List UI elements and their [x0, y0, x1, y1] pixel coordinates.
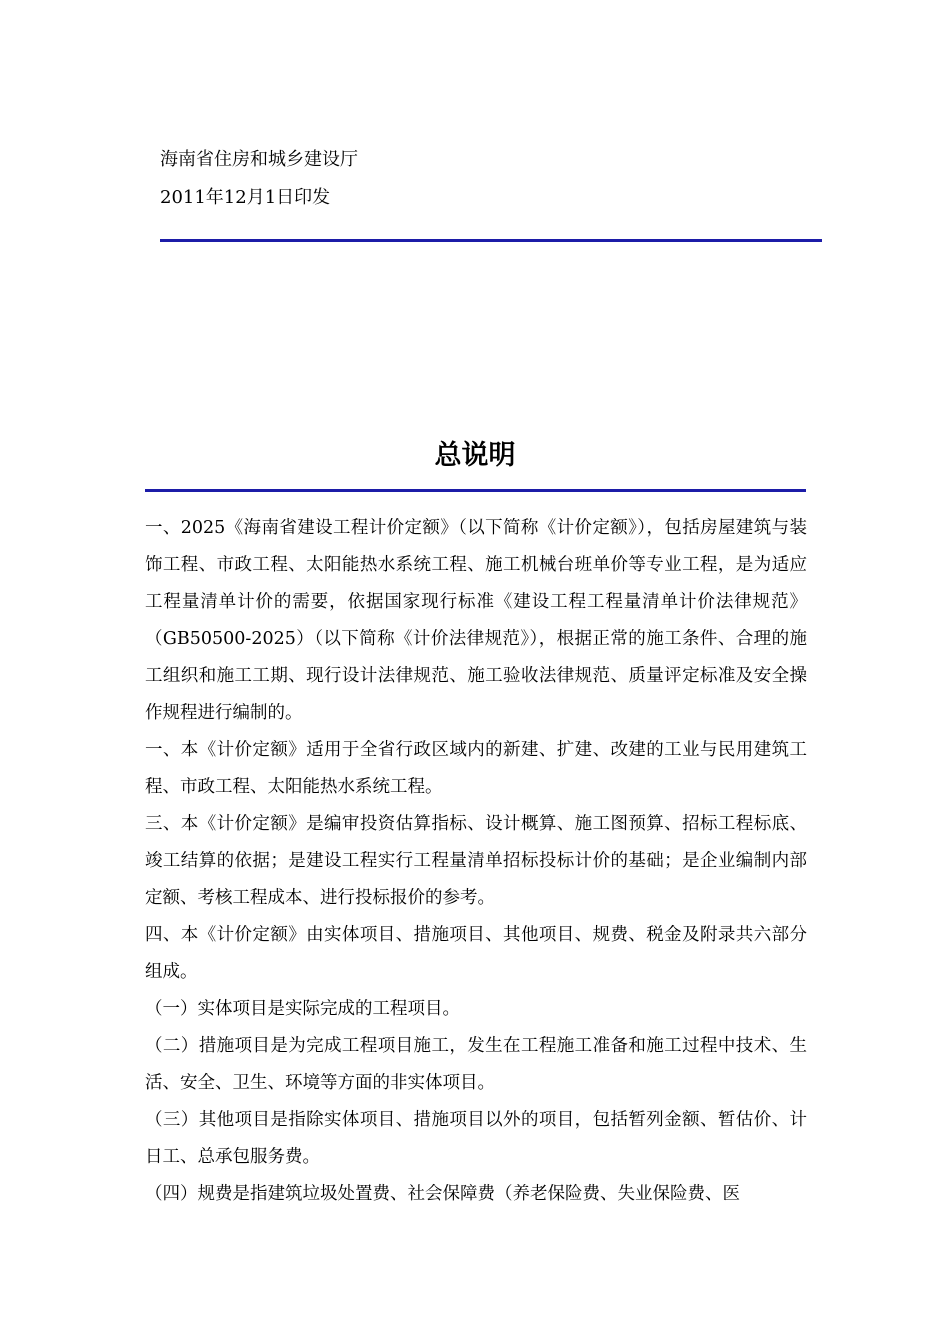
paragraph-8: （四）规费是指建筑垃圾处置费、社会保障费（养老保险费、失业保险费、医	[145, 1184, 740, 1204]
paragraph-6: （二）措施项目是为完成工程项目施工，发生在工程施工准备和施工过程中技术、生活、安全、卫生、环境等方面的非实体项目。	[145, 1036, 807, 1093]
paragraph-5: （一）实体项目是实际完成的工程项目。	[145, 999, 460, 1019]
paragraph-1: 一、2025《海南省建设工程计价定额》（以下简称《计价定额》），包括房屋建筑与装饰工程、市政工程、太阳能热水系统工程、施工机械台班单价等专业工程，是为适应工程量清单计价的需要，依据国家现行标准《建设工程工程量清单计价法律规范》（GB50500-2025）（以下简称《计价法律规范》），根据正常的施工条件、合理的施工组织和施工工期、现行设计法律规范、施工验收法律规范、质量评定标准及安全操作规程进行编制的。	[145, 518, 807, 723]
body-text	[145, 510, 807, 1213]
paragraph-2: 一、本《计价定额》适用于全省行政区域内的新建、扩建、改建的工业与民用建筑工程、市政工程、太阳能热水系统工程。	[145, 740, 807, 797]
issuer-name: 海南省住房和城乡建设厅	[160, 149, 358, 170]
header-divider	[160, 239, 822, 242]
issuer-block	[160, 146, 358, 222]
paragraph-7: （三）其他项目是指除实体项目、措施项目以外的项目，包括暂列金额、暂估价、计日工、总承包服务费。	[145, 1110, 807, 1167]
title-divider	[145, 489, 806, 492]
paragraph-4: 四、本《计价定额》由实体项目、措施项目、其他项目、规费、税金及附录共六部分组成。	[145, 925, 807, 982]
section-title: 总说明	[434, 440, 516, 471]
issue-date: 2011年12月1日印发	[160, 187, 331, 208]
paragraph-3: 三、本《计价定额》是编审投资估算指标、设计概算、施工图预算、招标工程标底、竣工结算的依据；是建设工程实行工程量清单招标投标计价的基础；是企业编制内部定额、考核工程成本、进行投标报价的参考。	[145, 814, 807, 908]
